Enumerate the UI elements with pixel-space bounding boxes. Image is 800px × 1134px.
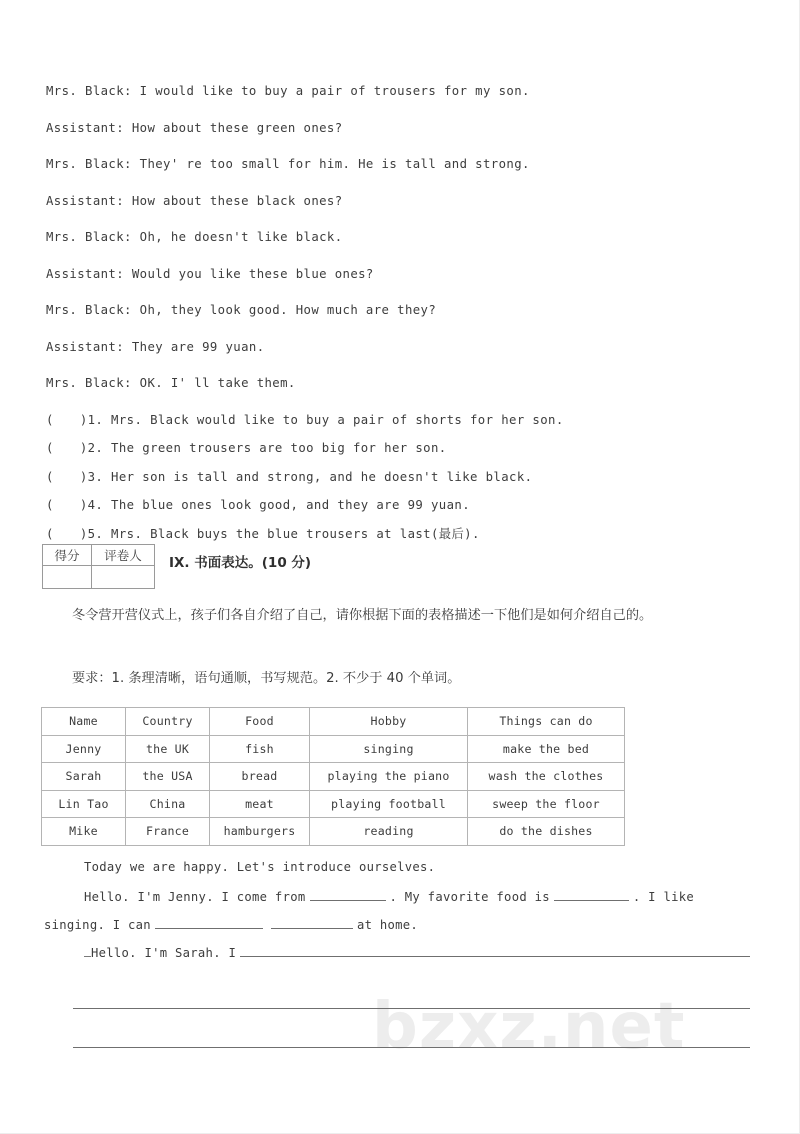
true-false-list bbox=[46, 410, 746, 552]
item-number: 3. bbox=[87, 469, 104, 484]
writing-jenny-line-1 bbox=[44, 888, 800, 904]
item-text: Mrs. Black would like to buy a pair of shorts for her son. bbox=[111, 413, 564, 427]
item-number: 4. bbox=[87, 498, 104, 513]
cell-food: fish bbox=[210, 735, 310, 763]
cell-name: Mike bbox=[42, 818, 126, 846]
cell-things: do the dishes bbox=[468, 818, 625, 846]
cell-things: make the bed bbox=[468, 735, 625, 763]
score-box bbox=[42, 544, 155, 589]
score-box-row bbox=[42, 544, 311, 589]
grader-value-cell[interactable] bbox=[92, 566, 155, 589]
cell-food: hamburgers bbox=[210, 818, 310, 846]
column-header-food: Food bbox=[210, 708, 310, 736]
cell-country: the UK bbox=[126, 735, 210, 763]
writing-sarah-line bbox=[44, 944, 800, 960]
answer-paren-close: ) bbox=[79, 498, 88, 513]
cell-things: wash the clothes bbox=[468, 763, 625, 791]
answer-paren-open: ( bbox=[46, 498, 54, 513]
answer-paren-open: ( bbox=[46, 469, 54, 484]
jenny-text-e: at home. bbox=[356, 918, 419, 932]
answer-paren-close: ) bbox=[79, 526, 88, 541]
column-header-hobby: Hobby bbox=[310, 708, 468, 736]
cell-name: Lin Tao bbox=[42, 790, 126, 818]
cell-hobby: singing bbox=[310, 735, 468, 763]
score-value-cell[interactable] bbox=[43, 566, 92, 589]
jenny-text-c: . I like bbox=[632, 890, 694, 904]
dialogue-block bbox=[46, 80, 746, 409]
dialogue-line: Assistant: How about these black ones? bbox=[46, 193, 343, 208]
blank-food[interactable] bbox=[554, 888, 629, 901]
cell-hobby: reading bbox=[310, 818, 468, 846]
item-number: 1. bbox=[87, 413, 104, 427]
item-text: The green trousers are too big for her son. bbox=[111, 441, 447, 456]
answer-line-2[interactable] bbox=[73, 1047, 750, 1048]
leading-underscore bbox=[84, 945, 91, 957]
cell-country: France bbox=[126, 818, 210, 846]
blank-country[interactable] bbox=[310, 888, 386, 901]
item-text: The blue ones look good, and they are 99 yuan. bbox=[111, 498, 471, 513]
dialogue-line: Assistant: They are 99 yuan. bbox=[46, 339, 265, 354]
table-row bbox=[42, 735, 625, 763]
jenny-text-a: Hello. I'm Jenny. I come from bbox=[84, 890, 306, 904]
score-label: 得分 bbox=[43, 545, 92, 566]
instruction-main: 冬令营开营仪式上，孩子们各自介绍了自己，请你根据下面的表格描述一下他们是如何介绍自己的。 bbox=[72, 608, 653, 623]
cell-hobby: playing the piano bbox=[310, 763, 468, 791]
true-false-item bbox=[46, 438, 746, 466]
cell-country: the USA bbox=[126, 763, 210, 791]
dialogue-line: Assistant: Would you like these blue ones? bbox=[46, 266, 374, 281]
cell-country: China bbox=[126, 790, 210, 818]
dialogue-line: Mrs. Black: OK. I' ll take them. bbox=[46, 376, 296, 390]
table-header-row bbox=[42, 708, 625, 736]
table-row bbox=[42, 818, 625, 846]
answer-paren-close: ) bbox=[79, 441, 88, 456]
dialogue-line: Mrs. Black: I would like to buy a pair of trousers for my son. bbox=[46, 84, 530, 98]
column-header-name: Name bbox=[42, 708, 126, 736]
writing-jenny-line-2 bbox=[44, 916, 764, 932]
blank-sarah-start[interactable] bbox=[240, 944, 750, 957]
answer-paren-open: ( bbox=[46, 526, 54, 541]
answer-paren-close: ) bbox=[79, 413, 88, 427]
dialogue-line: Assistant: How about these green ones? bbox=[46, 120, 343, 135]
answer-paren-open: ( bbox=[46, 413, 54, 427]
cell-name: Jenny bbox=[42, 735, 126, 763]
answer-paren-open: ( bbox=[46, 441, 54, 456]
instruction-requirements: 要求：1. 条理清晰，语句通顺，书写规范。2. 不少于 40 个单词。 bbox=[72, 671, 461, 686]
writing-intro-text: Today we are happy. Let's introduce ourselves. bbox=[84, 860, 436, 874]
answer-line-1[interactable] bbox=[73, 1008, 750, 1009]
item-number: 5. bbox=[87, 526, 104, 541]
item-text: Her son is tall and strong, and he doesn't like black. bbox=[111, 469, 533, 484]
true-false-item bbox=[46, 495, 746, 523]
answer-paren-close: ) bbox=[79, 469, 88, 484]
blank-can-do-1[interactable] bbox=[155, 916, 263, 929]
table-row bbox=[42, 790, 625, 818]
item-text: Mrs. Black buys the blue trousers at last(最后). bbox=[111, 526, 480, 541]
student-info-table bbox=[41, 707, 625, 846]
sarah-text-a: Hello. I'm Sarah. I bbox=[91, 946, 237, 960]
cell-name: Sarah bbox=[42, 763, 126, 791]
blank-can-do-2[interactable] bbox=[271, 916, 353, 929]
column-header-country: Country bbox=[126, 708, 210, 736]
true-false-item bbox=[46, 467, 746, 495]
section-heading: IX. 书面表达。(10 分) bbox=[169, 555, 312, 571]
cell-food: meat bbox=[210, 790, 310, 818]
dialogue-line: Mrs. Black: Oh, he doesn't like black. bbox=[46, 230, 343, 244]
table-row bbox=[42, 763, 625, 791]
watermark-bzxz: bzxz.net bbox=[372, 990, 686, 1064]
grader-label: 评卷人 bbox=[92, 545, 155, 566]
cell-food: bread bbox=[210, 763, 310, 791]
cell-things: sweep the floor bbox=[468, 790, 625, 818]
cell-hobby: playing football bbox=[310, 790, 468, 818]
writing-intro-line bbox=[44, 860, 800, 874]
item-number: 2. bbox=[87, 441, 104, 456]
true-false-item bbox=[46, 410, 746, 438]
jenny-text-d: singing. I can bbox=[44, 918, 151, 932]
column-header-things: Things can do bbox=[468, 708, 625, 736]
dialogue-line: Mrs. Black: They' re too small for him. He is tall and strong. bbox=[46, 157, 530, 171]
dialogue-line: Mrs. Black: Oh, they look good. How much are they? bbox=[46, 303, 437, 317]
jenny-text-b: . My favorite food is bbox=[389, 890, 550, 904]
